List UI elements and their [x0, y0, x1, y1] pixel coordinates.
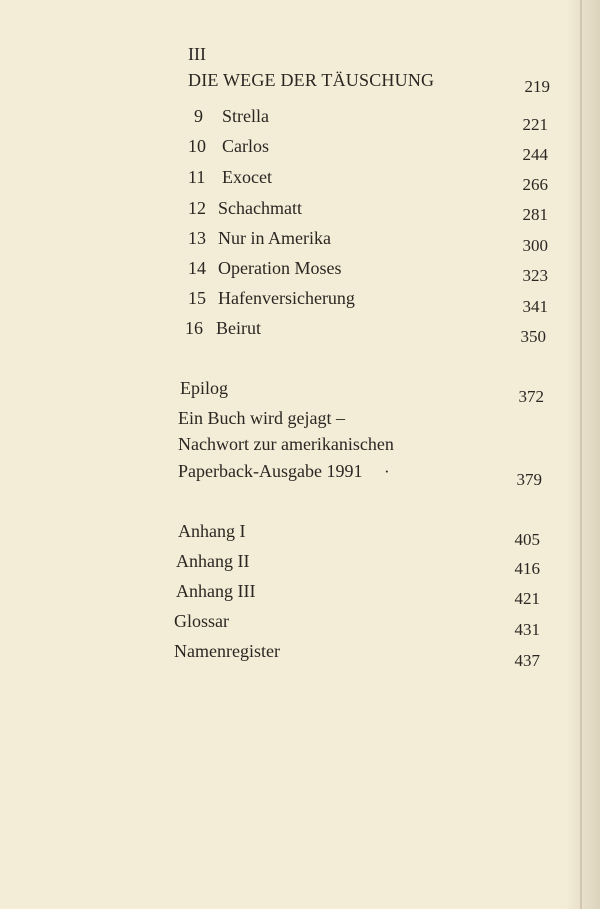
- afterword-line-2: Nachwort zur amerikanischen: [178, 434, 394, 454]
- chapter-number: 15: [188, 288, 206, 308]
- chapter-title: Nur in Amerika: [218, 228, 331, 248]
- chapter-page: 350: [520, 327, 546, 346]
- appendix-page: 405: [514, 530, 540, 549]
- appendix-page: 421: [514, 589, 540, 608]
- appendix-title: Anhang III: [176, 581, 256, 601]
- afterword-line-3: Paperback-Ausgabe 1991: [178, 461, 363, 481]
- chapter-page: 341: [522, 297, 548, 316]
- chapter-number: 11: [188, 167, 206, 187]
- chapter-number: 13: [188, 228, 206, 248]
- chapter-number: 14: [188, 258, 206, 278]
- appendix-page: 431: [514, 620, 540, 639]
- part-page: 219: [524, 77, 550, 96]
- chapter-title: Strella: [222, 106, 269, 126]
- afterword-line-1: Ein Buch wird gejagt –: [178, 408, 345, 428]
- appendix-title: Anhang I: [178, 521, 246, 541]
- chapter-number: 10: [188, 136, 206, 156]
- appendix-title: Anhang II: [176, 551, 250, 571]
- chapter-title: Hafenversicherung: [218, 288, 355, 308]
- epilog-page: 372: [518, 387, 544, 406]
- chapter-title: Schachmatt: [218, 198, 302, 218]
- chapter-page: 266: [522, 175, 548, 194]
- chapter-title: Operation Moses: [218, 258, 342, 278]
- chapter-title: Carlos: [222, 136, 269, 156]
- chapter-page: 323: [522, 266, 548, 285]
- appendix-page: 437: [514, 651, 540, 670]
- afterword-dot: ·: [384, 462, 390, 481]
- chapter-page: 300: [522, 236, 548, 255]
- page-edge-shadow: [566, 0, 600, 909]
- chapter-page: 244: [522, 145, 548, 164]
- chapter-title: Beirut: [216, 318, 261, 338]
- appendix-page: 416: [514, 559, 540, 578]
- chapter-number: 16: [185, 318, 203, 338]
- appendix-title: Namenregister: [174, 641, 280, 661]
- chapter-number: 9: [194, 106, 203, 126]
- chapter-page: 281: [522, 205, 548, 224]
- afterword-page: 379: [516, 470, 542, 489]
- chapter-page: 221: [522, 115, 548, 134]
- part-numeral: III: [188, 44, 206, 64]
- chapter-title: Exocet: [222, 167, 272, 187]
- chapter-number: 12: [188, 198, 206, 218]
- epilog-title: Epilog: [180, 378, 228, 398]
- page-fold-line: [580, 0, 582, 909]
- part-title: DIE WEGE DER TÄUSCHUNG: [188, 70, 435, 90]
- appendix-title: Glossar: [174, 611, 229, 631]
